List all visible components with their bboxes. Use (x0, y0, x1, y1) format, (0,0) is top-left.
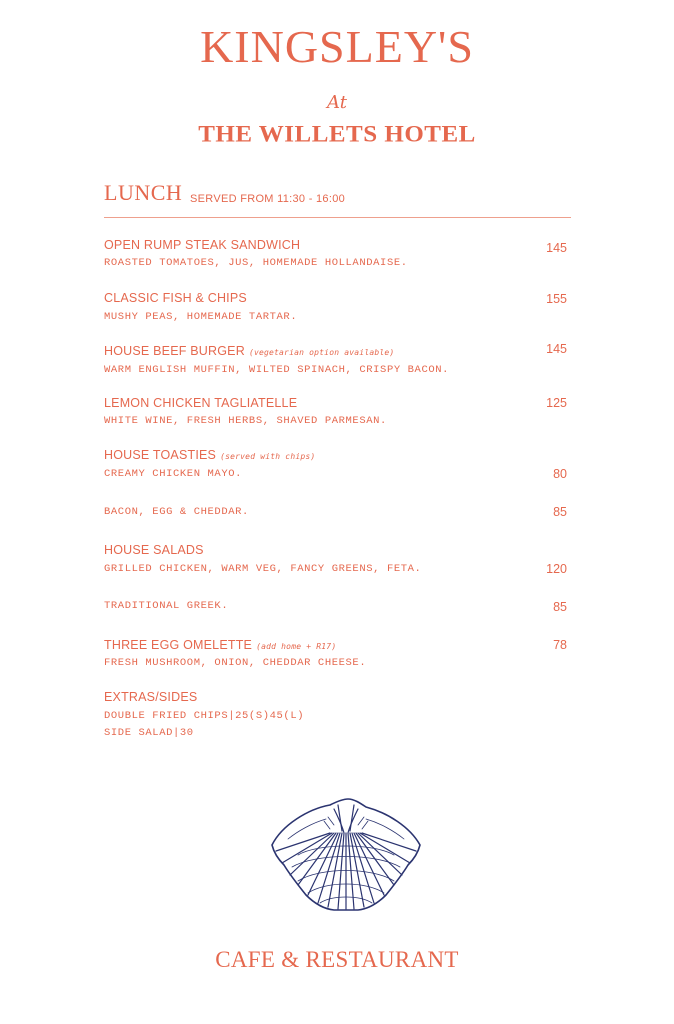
hotel-name: THE WILLETS HOTEL (198, 122, 476, 147)
menu-item-price: 145 (546, 342, 567, 356)
menu-section-title: LUNCH (104, 180, 183, 205)
menu-item-price: 145 (546, 241, 567, 255)
menu-item-description: TRADITIONAL GREEK. (104, 600, 229, 612)
menu-item-name: LEMON CHICKEN TAGLIATELLE (104, 396, 298, 410)
menu-item-description: WHITE WINE, FRESH HERBS, SHAVED PARMESAN. (104, 415, 387, 427)
footer-tagline: CAFE & RESTAURANT (215, 947, 459, 972)
menu-item-price: 120 (546, 562, 567, 576)
serving-hours: SERVED FROM 11:30 - 16:00 (190, 193, 346, 205)
extras-title: EXTRAS/SIDES (104, 690, 198, 704)
extras-line: DOUBLE FRIED CHIPS|25(S)45(L) (104, 710, 305, 722)
menu-item-description: ROASTED TOMATOES, JUS, HOMEMADE HOLLANDAISE. (104, 257, 408, 269)
menu-item-note: (add home + R17) (256, 642, 337, 651)
menu-item-price: 78 (553, 638, 567, 652)
menu-item-name: THREE EGG OMELETTE (104, 638, 253, 652)
menu-item-row (104, 638, 336, 652)
menu-item-name: OPEN RUMP STEAK SANDWICH (104, 238, 301, 252)
menu-item-price: 85 (553, 505, 567, 519)
menu-item-note: (vegetarian option available) (248, 348, 395, 357)
menu-item-name: HOUSE SALADS (104, 543, 204, 557)
extras-line: SIDE SALAD|30 (104, 727, 194, 739)
menu-item-price: 85 (553, 600, 567, 614)
menu-item-description: FRESH MUSHROOM, ONION, CHEDDAR CHEESE. (104, 657, 367, 669)
seashell-illustration-icon (268, 795, 424, 913)
menu-item-price: 155 (546, 292, 567, 306)
menu-item-row (104, 448, 315, 462)
menu-item-name: HOUSE TOASTIES (104, 448, 217, 462)
menu-item-price: 125 (546, 396, 567, 410)
menu-item-note: (served with chips) (220, 452, 316, 461)
menu-item-description: GRILLED CHICKEN, WARM VEG, FANCY GREENS, FETA. (104, 563, 422, 575)
menu-item-row (104, 344, 394, 358)
menu-item-description: CREAMY CHICKEN MAYO. (104, 468, 243, 480)
restaurant-name: KINGSLEY'S (200, 21, 474, 72)
menu-item-price: 80 (553, 467, 567, 481)
section-divider (104, 217, 571, 218)
menu-item-description: BACON, EGG & CHEDDAR. (104, 506, 249, 518)
menu-item-name: CLASSIC FISH & CHIPS (104, 291, 247, 305)
menu-item-description: MUSHY PEAS, HOMEMADE TARTAR. (104, 311, 298, 323)
menu-item-description: WARM ENGLISH MUFFIN, WILTED SPINACH, CRISPY BACON. (104, 364, 450, 376)
menu-item-name: HOUSE BEEF BURGER (104, 344, 245, 358)
at-script: At (327, 92, 347, 113)
